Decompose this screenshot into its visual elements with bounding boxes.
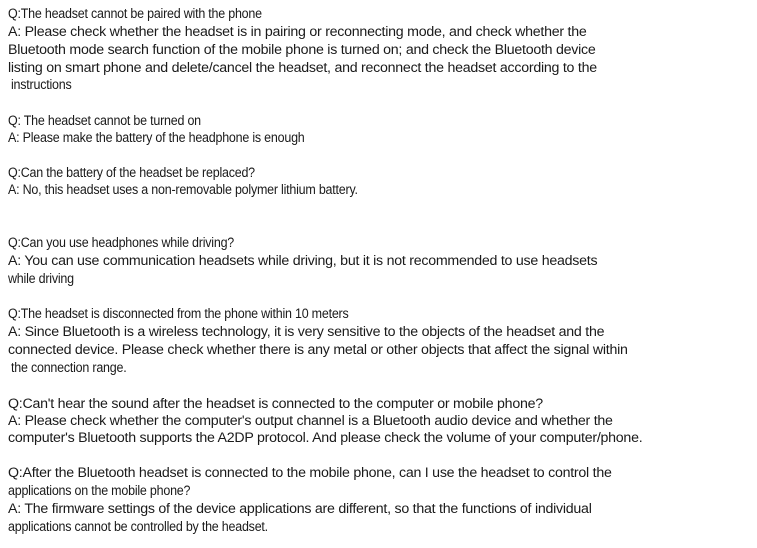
faq-question: Q:Can't hear the sound after the headset is connected to the computer or mobile phone?: [8, 396, 543, 412]
faq-answer-line: A: Please make the battery of the headphone is enough: [8, 130, 305, 146]
faq-question: Q: The headset cannot be turned on: [8, 113, 201, 129]
faq-answer-line: A: Since Bluetooth is a wireless technology, it is very sensitive to the objects of the headset and the: [8, 324, 605, 340]
faq-answer-line: A: Please check whether the headset is in pairing or reconnecting mode, and check whether the: [8, 24, 587, 40]
faq-answer-line: computer's Bluetooth supports the A2DP protocol. And please check the volume of your computer/phone.: [8, 430, 643, 446]
faq-question: Q:The headset is disconnected from the phone within 10 meters: [8, 306, 349, 322]
faq-answer-line: listing on smart phone and delete/cancel the headset, and reconnect the headset according to the: [8, 60, 597, 76]
faq-answer-line: A: You can use communication headsets while driving, but it is not recommended to use headsets: [8, 253, 598, 269]
faq-question: Q:Can the battery of the headset be replaced?: [8, 165, 255, 181]
faq-answer-line: applications cannot be controlled by the headset.: [8, 519, 268, 535]
faq-answer-line: A: The firmware settings of the device applications are different, so that the functions of individual: [8, 501, 592, 517]
faq-answer-line: A: Please check whether the computer's output channel is a Bluetooth audio device and whether the: [8, 413, 613, 429]
faq-question-line: Q:After the Bluetooth headset is connected to the mobile phone, can I use the headset to control the: [8, 465, 612, 481]
faq-answer-line: while driving: [8, 271, 74, 287]
faq-answer-line: the connection range.: [11, 360, 127, 376]
faq-question: Q:The headset cannot be paired with the phone: [8, 6, 262, 22]
faq-answer-line: A: No, this headset uses a non-removable polymer lithium battery.: [8, 182, 358, 198]
faq-answer-line: Bluetooth mode search function of the mobile phone is turned on; and check the Bluetooth device: [8, 42, 596, 58]
faq-answer-line: instructions: [11, 77, 72, 93]
faq-answer-line: connected device. Please check whether there is any metal or other objects that affect the signal within: [8, 342, 628, 358]
faq-question-line: applications on the mobile phone?: [8, 483, 191, 499]
faq-question: Q:Can you use headphones while driving?: [8, 235, 235, 251]
